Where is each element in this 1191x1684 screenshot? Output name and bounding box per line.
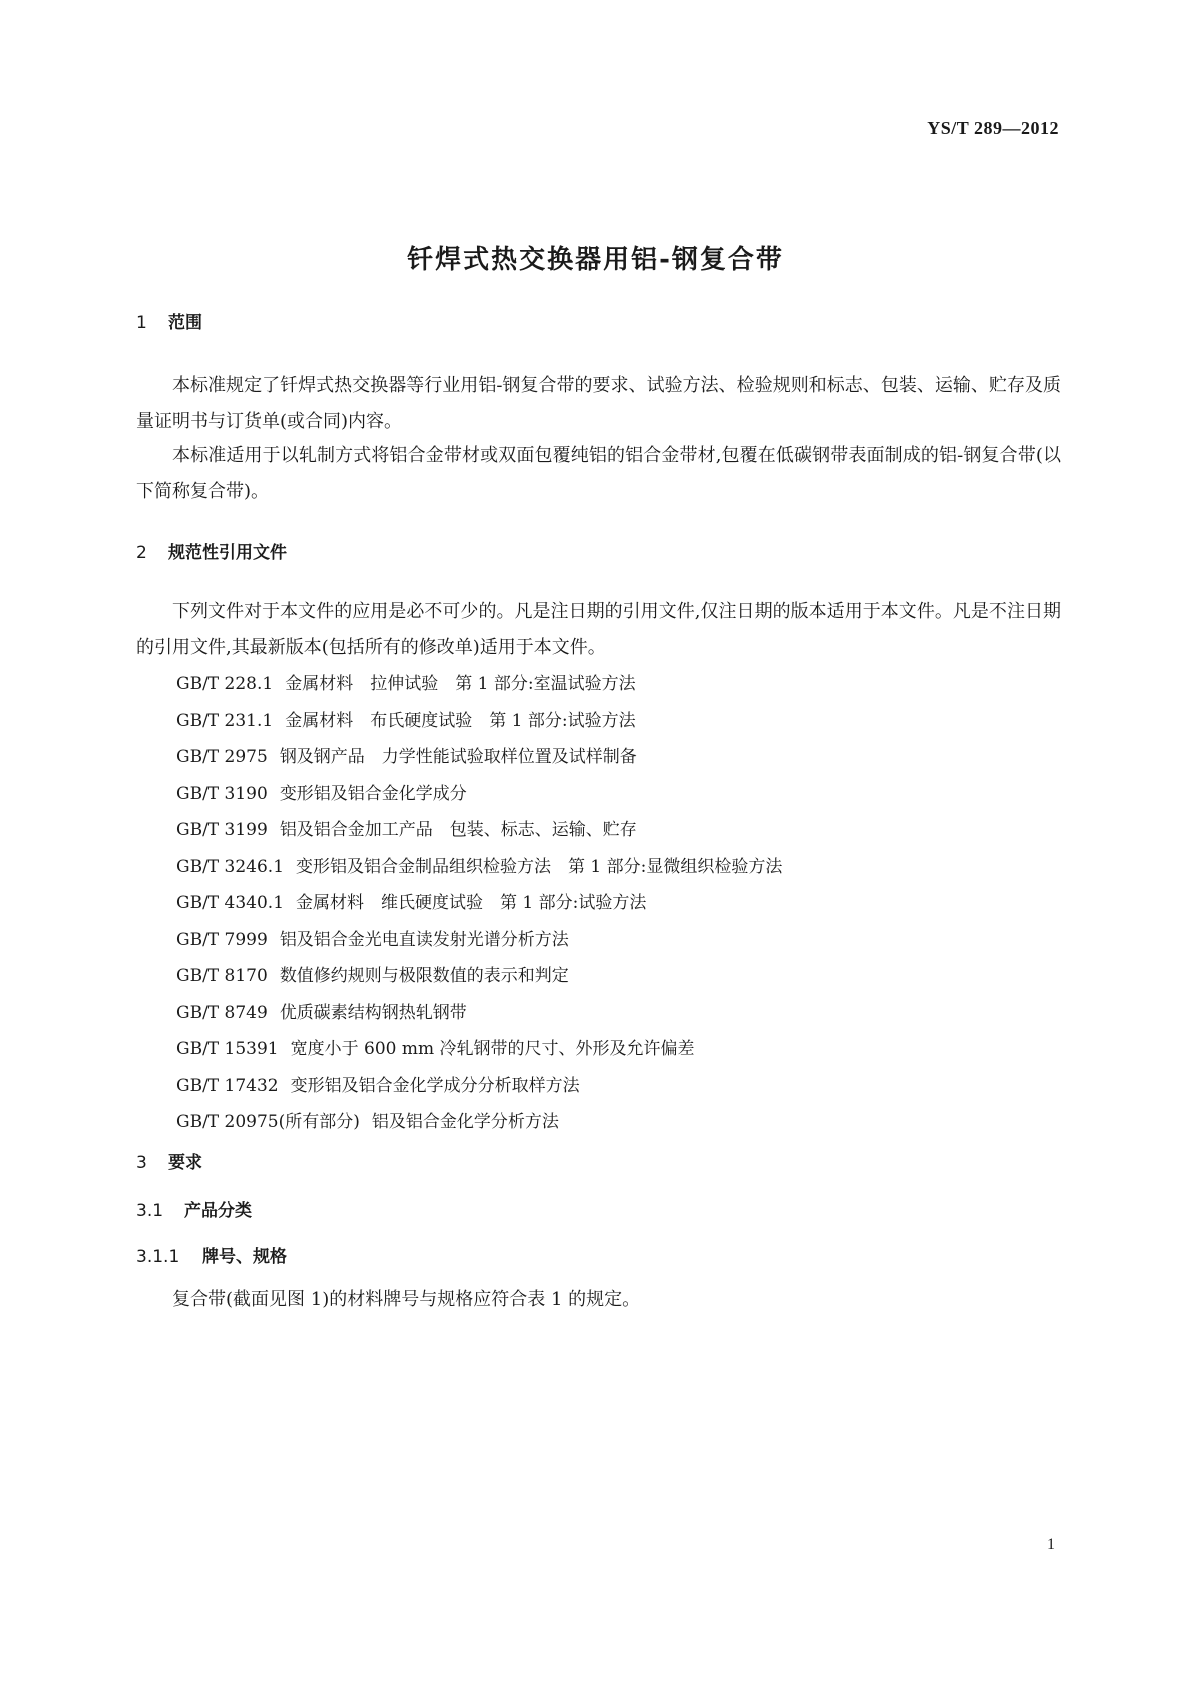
section-title: 产品分类 xyxy=(184,1201,252,1221)
section-number: 2 xyxy=(136,543,147,563)
reference-item xyxy=(176,1104,782,1141)
reference-title: 数值修约规则与极限数值的表示和判定 xyxy=(279,966,569,986)
section-title: 要求 xyxy=(168,1153,202,1173)
section-3-1-1-paragraph: 复合带(截面见图 1)的材料牌号与规格应符合表 1 的规定。 xyxy=(172,1289,641,1310)
reference-code: GB/T 3190 xyxy=(176,783,268,804)
reference-code: GB/T 8749 xyxy=(176,1002,268,1023)
document-title: 钎焊式热交换器用铝-钢复合带 xyxy=(407,245,784,276)
reference-code: GB/T 231.1 xyxy=(176,710,274,731)
reference-item xyxy=(176,666,782,703)
reference-item xyxy=(176,1068,782,1105)
section-2-heading xyxy=(136,538,287,563)
reference-title: 变形铝及铝合金化学成分分析取样方法 xyxy=(290,1075,580,1096)
section-1-paragraph-1: 本标准规定了钎焊式热交换器等行业用铝-钢复合带的要求、试验方法、检验规则和标志、包装、运输、贮存及质量证明书与订货单(或合同)内容。 xyxy=(136,375,1061,432)
section-title: 牌号、规格 xyxy=(202,1247,287,1267)
reference-code: GB/T 3246.1 xyxy=(176,856,285,877)
reference-title: 铝及铝合金加工产品 包装、标志、运输、贮存 xyxy=(279,820,637,840)
section-number: 3 xyxy=(136,1153,147,1173)
reference-code: GB/T 3199 xyxy=(176,820,268,840)
section-3-heading xyxy=(136,1148,202,1173)
standard-code: YS/T 289—2012 xyxy=(927,118,1059,138)
reference-title: 宽度小于 600 mm 冷轧钢带的尺寸、外形及允许偏差 xyxy=(290,1039,695,1059)
reference-title: 金属材料 拉伸试验 第 1 部分:室温试验方法 xyxy=(285,674,636,694)
reference-title: 变形铝及铝合金制品组织检验方法 第 1 部分:显微组织检验方法 xyxy=(296,856,783,877)
section-1-heading xyxy=(136,308,202,333)
reference-code: GB/T 4340.1 xyxy=(176,893,285,913)
reference-item xyxy=(176,958,782,995)
reference-title: 优质碳素结构钢热轧钢带 xyxy=(279,1002,467,1023)
page-number: 1 xyxy=(1047,1536,1055,1553)
reference-code: GB/T 15391 xyxy=(176,1039,279,1059)
reference-item xyxy=(176,849,782,886)
section-3-1-heading xyxy=(136,1196,252,1221)
section-title: 范围 xyxy=(168,313,202,333)
reference-item xyxy=(176,885,782,922)
section-number: 3.1.1 xyxy=(136,1247,180,1267)
reference-item xyxy=(176,995,782,1032)
reference-item xyxy=(176,922,782,959)
section-3-1-1-heading xyxy=(136,1242,287,1267)
reference-title: 变形铝及铝合金化学成分 xyxy=(279,783,467,804)
reference-item xyxy=(176,703,782,740)
reference-title: 铝及铝合金光电直读发射光谱分析方法 xyxy=(279,929,569,950)
reference-item xyxy=(176,776,782,813)
reference-list xyxy=(176,666,782,1141)
reference-code: GB/T 2975 xyxy=(176,747,268,767)
reference-item xyxy=(176,739,782,776)
section-number: 1 xyxy=(136,313,147,333)
reference-code: GB/T 17432 xyxy=(176,1075,279,1096)
section-number: 3.1 xyxy=(136,1201,164,1221)
reference-title: 钢及钢产品 力学性能试验取样位置及试样制备 xyxy=(279,747,637,767)
section-1-paragraph-2: 本标准适用于以轧制方式将铝合金带材或双面包覆纯铝的铝合金带材,包覆在低碳钢带表面制成的铝-钢复合带(以下简称复合带)。 xyxy=(136,445,1061,502)
reference-item xyxy=(176,812,782,849)
section-2-intro: 下列文件对于本文件的应用是必不可少的。凡是注日期的引用文件,仅注日期的版本适用于本文件。凡是不注日期的引用文件,其最新版本(包括所有的修改单)适用于本文件。 xyxy=(136,601,1061,658)
reference-title: 金属材料 布氏硬度试验 第 1 部分:试验方法 xyxy=(285,710,636,731)
reference-title: 金属材料 维氏硬度试验 第 1 部分:试验方法 xyxy=(296,893,647,913)
reference-code: GB/T 228.1 xyxy=(176,674,274,694)
reference-code: GB/T 7999 xyxy=(176,929,268,950)
reference-code: GB/T 8170 xyxy=(176,966,268,986)
reference-code: GB/T 20975(所有部分) xyxy=(176,1112,360,1132)
reference-item xyxy=(176,1031,782,1068)
section-title: 规范性引用文件 xyxy=(168,543,287,563)
reference-title: 铝及铝合金化学分析方法 xyxy=(371,1112,559,1132)
